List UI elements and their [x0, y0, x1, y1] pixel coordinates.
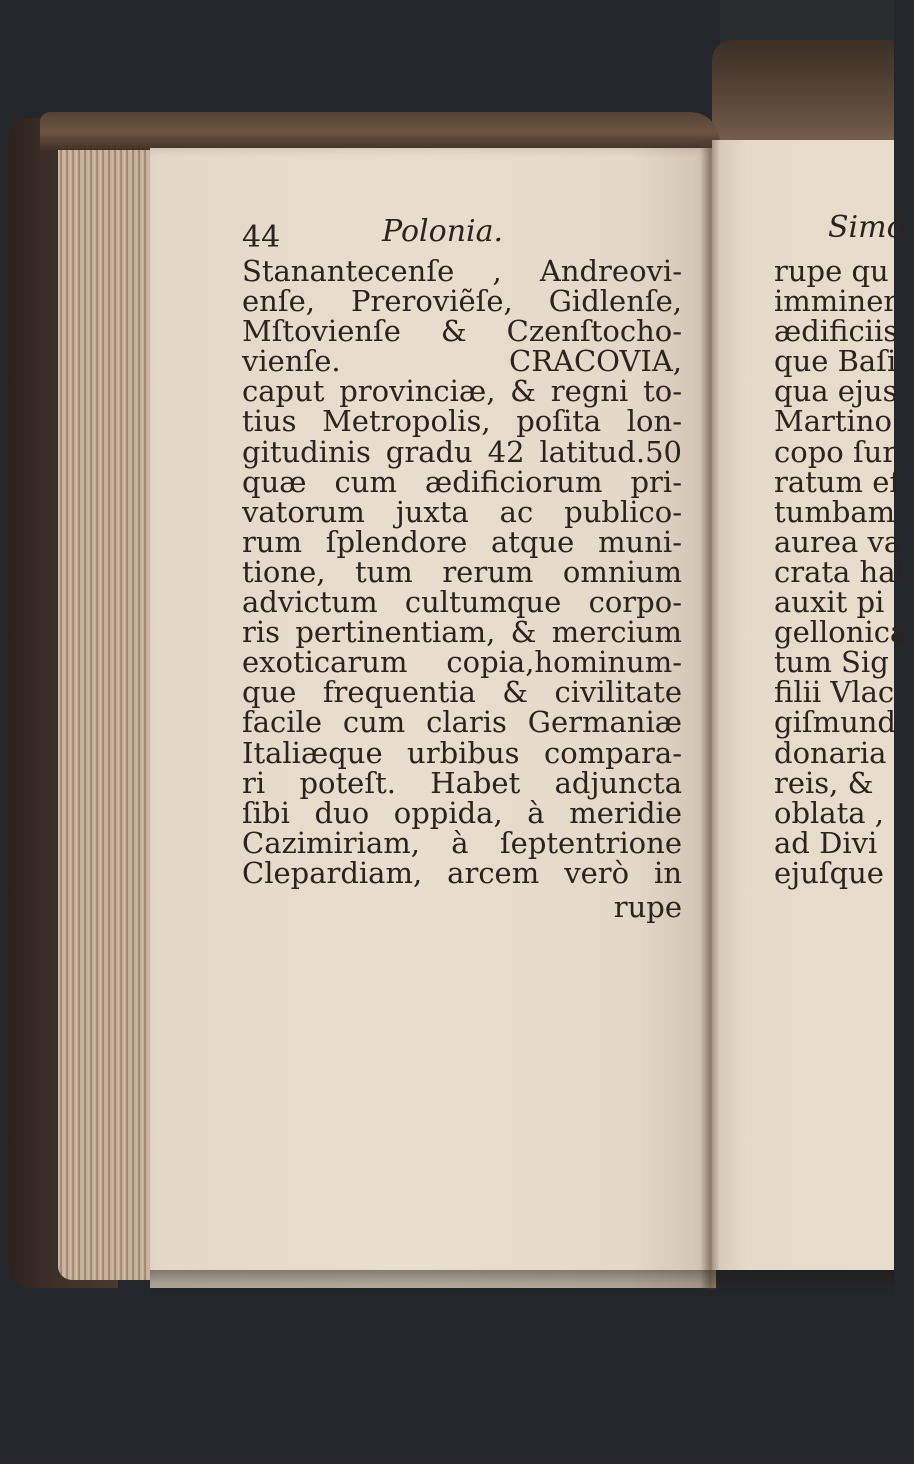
text-line: tum Sig	[774, 645, 889, 680]
text-line: tumbam	[774, 494, 896, 529]
text-line: Clepardiam, arcem verò in	[242, 855, 682, 890]
text-line: filii Vlac	[774, 675, 895, 710]
text-line: Martino	[774, 404, 892, 439]
text-line: crata hal	[774, 554, 905, 589]
text-line: Stanantecenſe , Andreovi-	[242, 254, 682, 288]
text-line: ejuſque	[774, 855, 884, 890]
text-line: tione, tum rerum omnium	[242, 554, 682, 589]
text-line: advictum cultumque corpo-	[242, 585, 682, 620]
right-page-block-top	[712, 40, 894, 150]
text-line: vatorum juxta ac publico-	[242, 494, 682, 529]
text-line: que Baſi	[774, 344, 897, 379]
text-line: exoticarum copia,hominum-	[242, 645, 682, 680]
catchword: rupe	[613, 889, 682, 924]
left-page-text	[242, 208, 682, 922]
text-line: que frequentia & civilitate	[242, 675, 682, 710]
text-line: ad Divi	[774, 825, 878, 860]
text-line: imminer	[774, 284, 898, 319]
text-line: oblata ,	[774, 795, 884, 830]
text-line: reis, &	[774, 765, 874, 800]
page-shadow	[150, 1270, 894, 1300]
text-line: caput provinciæ, & regni to-	[242, 374, 682, 409]
text-line: facile cum claris Germaniæ	[242, 705, 682, 740]
book-top-edge	[40, 112, 720, 152]
book-gutter	[700, 140, 720, 1290]
left-page-header	[242, 208, 682, 256]
text-line: Cazimiriam, à ſeptentrione	[242, 825, 682, 860]
right-page-header	[774, 208, 914, 256]
text-line: tius Metropolis, poſita lon-	[242, 404, 682, 439]
text-line: aurea va	[774, 524, 902, 559]
text-line: Italiæque urbibus compara-	[242, 735, 682, 770]
text-line: rum ſplendore atque muni-	[242, 524, 682, 559]
text-line: giſmund	[774, 705, 896, 740]
text-line: qua ejus	[774, 374, 898, 409]
text-line: gellonica	[774, 615, 908, 650]
text-line: gitudinis gradu 42 latitud.50	[242, 434, 682, 469]
text-line: enſe, Preroviẽſe, Gidlenſe,	[242, 284, 682, 319]
text-line: copo ſur	[774, 434, 897, 469]
text-line: Mſtovienſe & Czenſtocho-	[242, 314, 682, 349]
text-line: ratum eſ	[774, 464, 901, 499]
running-title: Polonia.	[382, 214, 504, 249]
text-line: rupe qu	[774, 254, 889, 288]
right-page-text	[774, 208, 914, 888]
text-line: vienſe. CRACOVIA,	[242, 344, 682, 379]
text-line: donaria	[774, 735, 887, 770]
text-line: ris pertinentiam, & mercium	[242, 615, 682, 650]
text-line: ri poteſt. Habet adjuncta	[242, 765, 682, 800]
running-title: Simo	[828, 210, 905, 245]
page-number: 44	[242, 220, 281, 255]
text-line: auxit pi	[774, 585, 885, 620]
text-line: quæ cum ædificiorum pri-	[242, 464, 682, 499]
text-line: ſibi duo oppida, à meridie	[242, 795, 682, 830]
text-line: ædificiis	[774, 314, 899, 349]
